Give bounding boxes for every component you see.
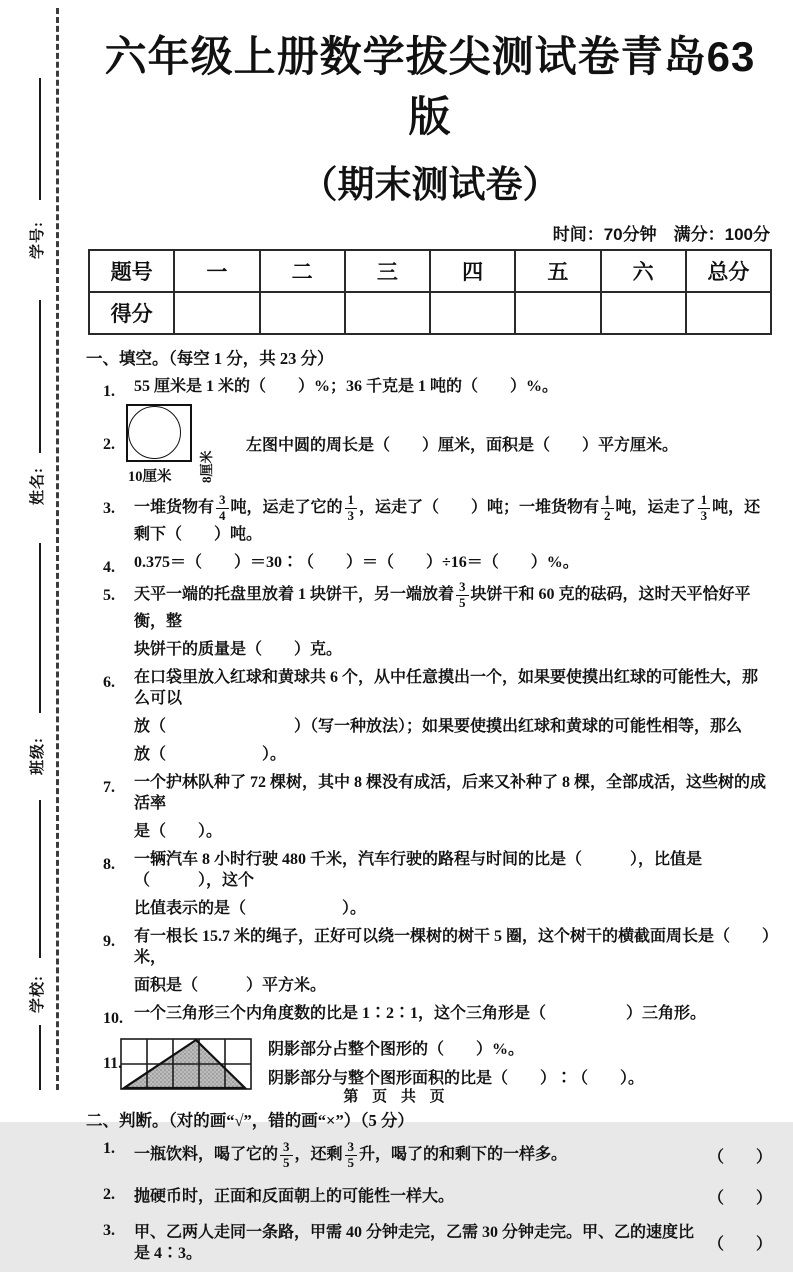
fill-in-line — [39, 78, 41, 200]
score-cell — [260, 292, 345, 334]
fraction-denominator: 5 — [345, 1155, 358, 1171]
question — [88, 1133, 772, 1178]
question-line: 一堆货物有 $\frac{3}{4}$ 吨，运走了它的 $\frac{1}{3}$ ，运走了（ ）吨；一堆货物有 $\frac{1}{2}$ 吨，运走了 $\frac{1}{3}$ 吨，还剩下（ ）吨。 — [134, 492, 761, 543]
score-table-header-row — [89, 250, 771, 292]
sidebar-label-class: 班级: — [30, 737, 46, 775]
question — [88, 493, 772, 545]
score-table-header-cell: 六 — [601, 250, 686, 292]
score-table-header-cell: 五 — [515, 250, 600, 292]
question-line: 阴影部分与整个图形面积的比是（ ）∶（ ）。 — [268, 1069, 645, 1087]
fraction-denominator: 5 — [456, 595, 469, 611]
question-line: 比值表示的是（ ）。 — [134, 899, 367, 917]
score-table — [88, 249, 772, 335]
fraction-numerator: 1 — [700, 492, 708, 507]
question-number: 6. — [103, 673, 115, 691]
question-text — [134, 772, 772, 842]
score-table-body — [89, 250, 771, 334]
question-number: 9. — [103, 932, 115, 950]
sidebar-label-name: 姓名: — [30, 467, 46, 505]
fraction — [601, 493, 614, 524]
score-table-header-cell: 题号 — [89, 250, 174, 292]
question-line: 抛硬币时，正面和反面朝上的可能性一样大。 — [134, 1187, 455, 1205]
question-number: 8. — [103, 855, 115, 873]
question — [88, 376, 772, 400]
score-table-score-row — [89, 292, 771, 334]
score-table-header-cell: 总分 — [686, 250, 771, 292]
circle-in-square-figure — [126, 404, 230, 486]
question — [88, 1003, 772, 1027]
score-cell — [430, 292, 515, 334]
fraction — [456, 580, 469, 611]
question-text — [134, 1215, 708, 1271]
circle-shape — [128, 406, 181, 459]
question-text — [134, 926, 772, 996]
fraction — [216, 493, 229, 524]
question-number: 7. — [103, 778, 115, 796]
question — [88, 552, 772, 576]
student-info-sidebar — [0, 0, 88, 1122]
question-line: 面积是（ ）平方米。 — [134, 976, 327, 994]
exam-meta: 时间：70分钟 满分：100分 — [552, 225, 770, 244]
score-table-header-cell: 四 — [430, 250, 515, 292]
section-heading: 二、判断。（对的画“√”，错的画“×”）（5 分） — [86, 1110, 414, 1130]
question-text — [134, 667, 772, 765]
score-cell — [515, 292, 600, 334]
score-cell — [345, 292, 430, 334]
score-cell — [174, 292, 259, 334]
question — [88, 1179, 772, 1214]
question-number: 1. — [103, 1139, 115, 1157]
question-number: 1. — [103, 383, 115, 400]
shaded-grid-svg — [120, 1037, 252, 1091]
fraction — [280, 1140, 293, 1171]
question-number: 4. — [103, 558, 115, 576]
score-cell — [686, 292, 771, 334]
fraction — [345, 493, 358, 524]
fraction-denominator: 2 — [601, 508, 614, 524]
question-number: 3. — [103, 500, 115, 517]
question-line: 一瓶饮料，喝了它的 $\frac{3}{5}$ ，还剩 $\frac{3}{5}$ 升，喝了的和剩下的一样多。 — [134, 1138, 568, 1170]
fraction-numerator: 3 — [283, 1138, 290, 1154]
fraction-numerator: 1 — [604, 492, 611, 507]
question — [88, 667, 772, 765]
score-table-header-cell: 二 — [260, 250, 345, 292]
page-subtitle: （期末测试卷） — [300, 164, 560, 205]
rectangle-shape — [126, 404, 192, 462]
fill-in-line — [39, 800, 41, 958]
fill-in-line — [39, 1025, 41, 1090]
exam-main — [88, 0, 772, 1272]
question-line: 阴影部分占整个图形的（ ）%。 — [268, 1040, 525, 1058]
question-number: 2. — [103, 436, 115, 453]
question-text — [134, 552, 772, 573]
fraction-denominator: 5 — [280, 1155, 293, 1171]
question-number: 5. — [103, 586, 115, 604]
question-number: 2. — [103, 1185, 115, 1203]
answer-blank: （ ） — [707, 1189, 772, 1207]
question-line: 天平一端的托盘里放着 1 块饼干，另一端放着 $\frac{3}{5}$ 块饼干和 60 克的砝码，这时天平恰好平衡，整 — [134, 578, 751, 630]
fraction-numerator: 3 — [219, 492, 226, 507]
fraction-numerator: 3 — [347, 1138, 355, 1154]
question-text — [134, 1179, 454, 1214]
score-row-label: 得分 — [89, 292, 174, 334]
question — [88, 1215, 772, 1271]
question-line: 一辆汽车 8 小时行驶 480 千米，汽车行驶的路程与时间的比是（ ），比值是（ ），这个 — [134, 850, 703, 889]
question-number: 11. — [103, 1054, 123, 1072]
question-line: 甲、乙两人走同一条路，甲需 40 分钟走完，乙需 30 分钟走完。甲、乙的速度比是 4∶3。 — [134, 1223, 695, 1262]
question — [88, 772, 772, 842]
shaded-grid-figure — [120, 1037, 252, 1091]
question — [88, 580, 772, 660]
section-heading: 一、填空。（每空 1 分，共 23 分） — [86, 349, 334, 368]
fraction-numerator: 3 — [459, 578, 466, 594]
question-text — [134, 493, 772, 545]
figure-width-label: 10厘米 — [128, 469, 172, 485]
fraction-denominator: 4 — [216, 508, 229, 524]
question-text — [134, 849, 772, 919]
question — [88, 926, 772, 996]
page-title: 六年级上册数学拔尖测试卷青岛63版 — [104, 33, 756, 140]
question-line: 放（ ）。 — [134, 745, 287, 763]
question-line: 是（ ）。 — [134, 822, 223, 840]
answer-blank: （ ） — [707, 1148, 772, 1166]
seal-line — [56, 8, 59, 1090]
fill-in-line — [39, 543, 41, 713]
questions-area — [88, 345, 772, 1271]
question-line: 一个三角形三个内角度数的比是 1∶2∶1，这个三角形是（ ）三角形。 — [134, 1004, 707, 1022]
question-text — [134, 580, 772, 660]
score-table-header-cell: 一 — [174, 250, 259, 292]
question — [88, 404, 772, 486]
question-line: 块饼干的质量是（ ）克。 — [134, 640, 343, 658]
sidebar-label-student-number: 学号: — [30, 221, 46, 259]
question-number: 3. — [103, 1221, 115, 1239]
page-footer: 第 页 共 页 — [343, 1089, 450, 1105]
score-table-header-cell: 三 — [345, 250, 430, 292]
question-text — [134, 1133, 567, 1178]
question-text — [246, 427, 678, 464]
fraction — [345, 1140, 358, 1171]
score-cell — [601, 292, 686, 334]
question-line: 在口袋里放入红球和黄球共 6 个，从中任意摸出一个，如果要使摸出红球的可能性大，那么可以 — [134, 668, 759, 707]
fraction — [698, 493, 711, 524]
question — [88, 849, 772, 919]
fill-in-line — [39, 300, 41, 453]
question-line: 0.375＝（ ）＝30∶（ ）＝（ ）÷16＝（ ）%。 — [134, 553, 579, 571]
question-line: 55 厘米是 1 米的（ ）%；36 千克是 1 吨的（ ）%。 — [134, 378, 559, 395]
answer-blank: （ ） — [707, 1236, 772, 1254]
fraction-numerator: 1 — [347, 492, 355, 507]
question-text — [134, 1003, 772, 1024]
question-line: 一个护林队种了 72 棵树，其中 8 棵没有成活，后来又补种了 8 棵，全部成活，这些树的成活率 — [134, 773, 767, 812]
fraction-denominator: 3 — [698, 508, 711, 524]
question-line: 有一根长 15.7 米的绳子，正好可以绕一棵树的树干 5 圈，这个树干的横截面周长是（ ）米， — [134, 927, 771, 966]
question-line: 左图中圆的周长是（ ）厘米，面积是（ ）平方厘米。 — [246, 436, 679, 454]
question-number: 10. — [103, 1009, 123, 1027]
question-line: 放（ ）（写一种放法）；如果要使摸出红球和黄球的可能性相等，那么 — [134, 717, 743, 735]
fraction-denominator: 3 — [345, 508, 358, 524]
figure-height-label: 8厘米 — [199, 450, 214, 483]
question-text — [134, 376, 772, 397]
sidebar-label-school: 学校: — [30, 975, 46, 1013]
